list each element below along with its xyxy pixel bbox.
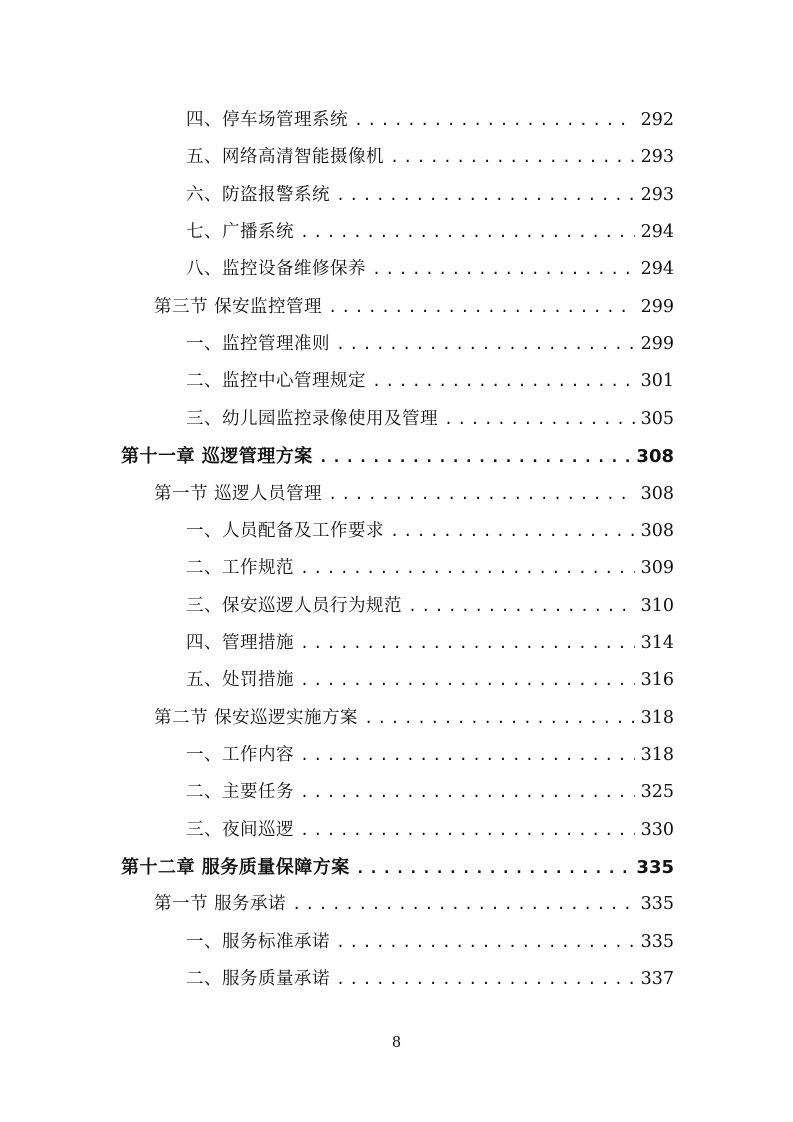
toc-subsection-entry[interactable] [186, 143, 674, 169]
toc-dot-leader [300, 821, 635, 839]
toc-dot-leader [300, 671, 635, 689]
toc-entry-title: 五、网络高清智能摄像机 [186, 147, 384, 168]
toc-dot-leader [336, 186, 635, 204]
toc-dot-leader [408, 597, 635, 615]
toc-section-entry[interactable] [154, 704, 674, 730]
toc-section-entry[interactable] [154, 293, 674, 319]
toc-entry-title: 一、服务标准承诺 [186, 931, 330, 952]
toc-subsection-entry[interactable] [186, 741, 674, 767]
toc-dot-leader [300, 223, 635, 241]
toc-dot-leader [328, 298, 635, 316]
toc-entry-page: 308 [640, 483, 674, 504]
toc-entry-title: 二、服务质量承诺 [186, 969, 330, 990]
toc-entry-title: 一、人员配备及工作要求 [186, 520, 384, 541]
toc-entry-title: 第十二章 服务质量保障方案 [121, 857, 350, 878]
toc-dot-leader [300, 634, 635, 652]
toc-entry-page: 318 [640, 744, 674, 765]
toc-subsection-entry[interactable] [186, 255, 674, 281]
toc-subsection-entry[interactable] [186, 592, 674, 618]
toc-entry-page: 308 [636, 446, 674, 468]
toc-entry-page: 292 [640, 110, 674, 130]
toc-entry-title: 五、处罚措施 [186, 670, 294, 691]
toc-entry-title: 一、监控管理准则 [186, 334, 330, 355]
toc-dot-leader [372, 372, 635, 390]
toc-entry-page: 305 [640, 408, 674, 429]
toc-dot-leader [390, 148, 635, 166]
toc-entry-page: 294 [640, 259, 674, 280]
toc-entry-title: 第一节 服务承诺 [154, 894, 287, 915]
toc-entry-page: 318 [640, 707, 674, 728]
toc-entry-title: 八、监控设备维修保养 [186, 259, 366, 280]
toc-entry-page: 299 [640, 296, 674, 317]
toc-entry-page: 335 [640, 931, 674, 952]
toc-dot-leader [336, 335, 635, 353]
toc-entry-title: 四、管理措施 [186, 632, 294, 653]
toc-subsection-entry[interactable] [186, 405, 674, 431]
toc-subsection-entry[interactable] [186, 330, 674, 356]
toc-entry-title: 四、停车场管理系统 [186, 110, 348, 130]
toc-entry-title: 三、夜间巡逻 [186, 819, 294, 840]
toc-entry-page: 316 [640, 670, 674, 691]
toc-subsection-entry[interactable] [186, 106, 674, 132]
toc-section-entry[interactable] [154, 480, 674, 506]
toc-subsection-entry[interactable] [186, 666, 674, 692]
toc-subsection-entry[interactable] [186, 554, 674, 580]
toc-entry-title: 第十一章 巡逻管理方案 [121, 446, 313, 468]
toc-entry-page: 330 [640, 819, 674, 840]
toc-dot-leader [300, 559, 635, 577]
toc-entry-title: 二、主要任务 [186, 782, 294, 803]
toc-dot-leader [292, 895, 635, 913]
toc-entry-page: 335 [640, 894, 674, 915]
toc-entry-page: 335 [636, 857, 674, 878]
toc-entry-page: 310 [640, 595, 674, 616]
toc-entry-page: 299 [640, 334, 674, 355]
toc-dot-leader [328, 485, 635, 503]
toc-entry-title: 第二节 保安巡逻实施方案 [154, 707, 359, 728]
toc-chapter-entry[interactable] [121, 853, 674, 879]
toc-dot-leader [336, 933, 635, 951]
toc-entry-page: 337 [640, 969, 674, 990]
toc-entry-title: 第一节 巡逻人员管理 [154, 483, 323, 504]
toc-dot-leader [354, 111, 635, 129]
toc-entry-page: 309 [640, 558, 674, 579]
toc-entry-page: 308 [640, 520, 674, 541]
toc-entry-page: 294 [640, 222, 674, 243]
toc-section-entry[interactable] [154, 890, 674, 916]
toc-entry-title: 二、监控中心管理规定 [186, 371, 366, 392]
toc-entry-title: 第三节 保安监控管理 [154, 296, 323, 317]
toc-dot-leader [319, 448, 631, 466]
toc-entry-title: 六、防盗报警系统 [186, 184, 330, 205]
toc-dot-leader [356, 859, 631, 877]
toc-entry-title: 三、幼儿园监控录像使用及管理 [186, 408, 438, 429]
toc-dot-leader [300, 746, 635, 764]
toc-dot-leader [364, 709, 635, 727]
toc-entry-title: 一、工作内容 [186, 744, 294, 765]
toc-dot-leader [336, 970, 635, 988]
toc-subsection-entry[interactable] [186, 629, 674, 655]
toc-dot-leader [300, 783, 635, 801]
page-number: 8 [392, 1032, 401, 1051]
toc-subsection-entry[interactable] [186, 965, 674, 991]
toc-subsection-entry[interactable] [186, 816, 674, 842]
toc-subsection-entry[interactable] [186, 218, 674, 244]
toc-entry-page: 293 [640, 147, 674, 168]
toc-chapter-entry[interactable] [121, 442, 674, 468]
toc-entry-page: 325 [640, 782, 674, 803]
toc-entry-page: 301 [640, 371, 674, 392]
toc-subsection-entry[interactable] [186, 928, 674, 954]
toc-entry-title: 二、工作规范 [186, 558, 294, 579]
toc-entry-title: 三、保安巡逻人员行为规范 [186, 595, 402, 616]
toc-subsection-entry[interactable] [186, 181, 674, 207]
toc-dot-leader [444, 410, 635, 428]
toc-subsection-entry[interactable] [186, 367, 674, 393]
toc-dot-leader [372, 260, 635, 278]
toc-entry-page: 314 [640, 632, 674, 653]
toc-entry-title: 七、广播系统 [186, 222, 294, 243]
toc-dot-leader [390, 522, 635, 540]
toc-entry-page: 293 [640, 184, 674, 205]
toc-subsection-entry[interactable] [186, 778, 674, 804]
toc-subsection-entry[interactable] [186, 517, 674, 543]
